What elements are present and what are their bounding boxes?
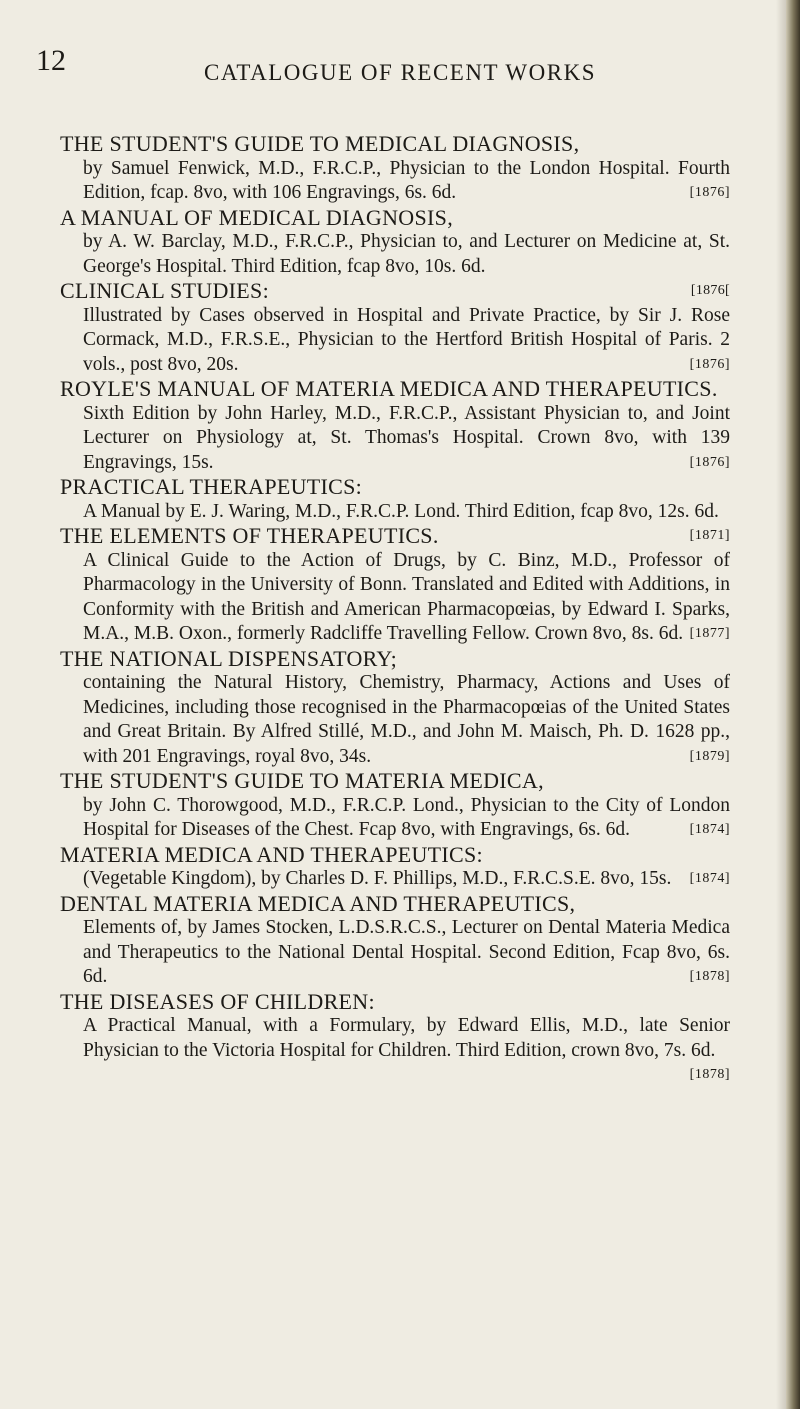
entry-description — [83, 230, 730, 279]
entry-description — [83, 794, 730, 843]
catalogue-entry — [60, 892, 730, 990]
entry-description — [83, 549, 730, 647]
entry-description-text: containing the Natural History, Chemistry, Pharmacy, Actions and Uses of Medicines, including those recognised in the Pharmacopœias of the United States and Great Britain. By Alfred Stillé, M.D., and John M. Maisch, Ph. D. 1628 pp., with 201 Engravings, royal 8vo, 34s. — [83, 672, 730, 767]
entry-description-text: by John C. Thorowgood, M.D., F.R.C.P. Lond., Physician to the City of London Hospital for Diseases of the Chest. Fcap 8vo, with Engravings, 6s. 6d. — [83, 794, 730, 840]
page-number: 12 — [36, 44, 66, 77]
entry-title: PRACTICAL THERAPEUTICS: — [60, 474, 363, 499]
catalogue-entry — [60, 377, 730, 475]
entry-description-text: by A. W. Barclay, M.D., F.R.C.P., Physician to, and Lecturer on Medicine at, St. George's Hospital. Third Edition, fcap 8vo, 10s. 6d. — [83, 231, 730, 277]
entry-description-text: Elements of, by James Stocken, L.D.S.R.C.S., Lecturer on Dental Materia Medica and Therapeutics to the National Dental Hospital. Second Edition, Fcap 8vo, 6s. 6d. — [83, 917, 730, 987]
catalogue-entry — [60, 206, 730, 280]
entry-description-text: A Manual by E. J. Waring, M.D., F.R.C.P. Lond. Third Edition, fcap 8vo, 12s. 6d. — [83, 500, 719, 522]
entry-description — [83, 304, 730, 378]
entry-year: [1874] — [689, 871, 730, 886]
entry-year: [1876] — [689, 356, 730, 372]
entry-title: MATERIA MEDICA AND THERAPEUTICS: — [60, 841, 483, 867]
entry-title: DENTAL MATERIA MEDICA AND THERAPEUTICS, — [60, 890, 576, 916]
entry-title: THE NATIONAL DISPENSATORY; — [60, 645, 398, 671]
catalogue-entry — [60, 843, 730, 892]
entry-year: [1876] — [689, 454, 730, 470]
entry-description-text: Illustrated by Cases observed in Hospital and Private Practice, by Sir J. Rose Cormack, M.D., F.R.S.E., Physician to the Hertford British Hospital of Paris. 2 vols., post 8vo, 20s. — [83, 304, 730, 375]
entry-description — [83, 157, 730, 206]
entry-description — [83, 671, 730, 769]
entry-description — [83, 1014, 730, 1082]
entry-year: [1878] — [689, 1067, 730, 1082]
entry-description-text: A Clinical Guide to the Action of Drugs, by C. Binz, M.D., Professor of Pharmacology in the University of Bonn. Translated and Edited with Additions, in Conformity with the British and American Pharmacopœias, by Edward I. Sparks, M.A., M.B. Oxon., formerly Radcliffe Travelling Fellow. Crown 8vo, 8s. 6d. — [83, 549, 730, 644]
entry-description-text: Sixth Edition by John Harley, M.D., F.R.C.P., Assistant Physician to, and Joint Lecturer on Physiology at, St. Thomas's Hospital. Crown 8vo, with 139 Engravings, 15s. — [83, 402, 730, 473]
book-edge — [786, 0, 800, 1409]
entry-title: THE ELEMENTS OF THERAPEUTICS. — [60, 523, 439, 548]
entry-description-text: by Samuel Fenwick, M.D., F.R.C.P., Physician to the London Hospital. Fourth Edition, fcap. 8vo, with 106 Engravings, 6s. 6d. — [83, 157, 730, 203]
entry-year: [1871] — [689, 528, 730, 543]
entry-title — [60, 279, 730, 304]
catalogue-entries — [60, 132, 730, 1088]
entry-year: [1879] — [689, 748, 730, 764]
entry-description-text: (Vegetable Kingdom), by Charles D. F. Phillips, M.D., F.R.C.S.E. 8vo, 15s. — [83, 868, 672, 889]
entry-description-text: A Practical Manual, with a Formulary, by Edward Ellis, M.D., late Senior Physician to the Victoria Hospital for Children. Third Edition, crown 8vo, 7s. 6d. — [83, 1015, 730, 1061]
page-gutter-shadow — [776, 0, 786, 1409]
catalogue-entry — [60, 524, 730, 647]
entry-year: [1874] — [689, 822, 730, 837]
entry-title: THE STUDENT'S GUIDE TO MEDICAL DIAGNOSIS, — [60, 131, 580, 156]
entry-description — [83, 916, 730, 990]
entry-title: ROYLE'S MANUAL OF MATERIA MEDICA AND THERAPEUTICS. — [60, 376, 718, 401]
catalogue-entry — [60, 988, 730, 1082]
entry-title: A MANUAL OF MEDICAL DIAGNOSIS, — [60, 204, 453, 230]
catalogue-entry — [60, 647, 730, 770]
entry-title-text: CLINICAL STUDIES: — [60, 278, 269, 303]
entry-title: THE STUDENT'S GUIDE TO MATERIA MEDICA, — [60, 768, 544, 793]
entry-description — [83, 402, 730, 476]
entry-description — [83, 867, 730, 892]
catalogue-entry — [60, 132, 730, 206]
entry-year: [1878] — [689, 969, 730, 984]
running-head: CATALOGUE OF RECENT WORKS — [204, 60, 596, 85]
entry-year: [1876] — [689, 185, 730, 200]
entry-year: [1876[ — [690, 283, 730, 298]
catalogue-entry — [60, 769, 730, 843]
entry-year: [1877] — [689, 626, 730, 641]
entry-title: THE DISEASES OF CHILDREN: — [60, 988, 375, 1014]
catalogue-entry — [60, 279, 730, 377]
